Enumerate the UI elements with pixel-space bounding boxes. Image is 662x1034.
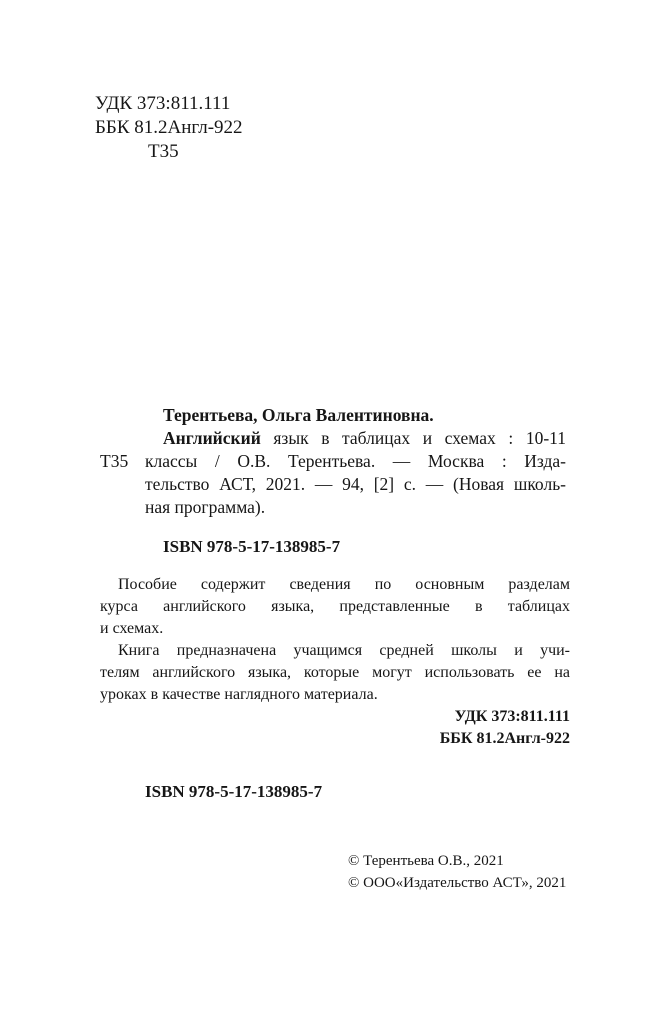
annotation-line: уроках в качестве наглядного материала. bbox=[100, 686, 378, 703]
card-author-line: Терентьева, Ольга Валентиновна. bbox=[163, 405, 434, 425]
udk-top: УДК 373:811.111 bbox=[95, 93, 231, 114]
annotation-line: Книга предназначена учащимся средней школы и учи- bbox=[118, 642, 570, 659]
catalog-card-text bbox=[145, 404, 566, 519]
author-sign-margin: Т35 bbox=[100, 451, 129, 471]
annotation-line: Пособие содержит сведения по основным разделам bbox=[118, 576, 570, 593]
author-sign-top: Т35 bbox=[148, 141, 179, 162]
udk-bottom: УДК 373:811.111 bbox=[454, 708, 570, 725]
annotation-block bbox=[100, 574, 570, 750]
isbn-bottom: ISBN 978-5-17-138985-7 bbox=[145, 782, 323, 801]
top-classification-block bbox=[95, 92, 243, 164]
copyright-author: © Терентьева О.В., 2021 bbox=[348, 853, 504, 869]
card-line: тельство АСТ, 2021. — 94, [2] с. — (Новая школь- bbox=[145, 474, 566, 494]
card-line: классы / О.В. Терентьева. — Москва : Изда- bbox=[145, 451, 566, 471]
card-line: ная программа). bbox=[145, 497, 266, 517]
catalog-card bbox=[100, 404, 566, 519]
annotation-line: курса английского языка, представленные в таблицах bbox=[100, 598, 570, 615]
card-title-rest: язык в таблицах и схемах : 10-11 bbox=[260, 428, 566, 448]
card-title-bold: Английский bbox=[163, 428, 261, 448]
bbk-bottom: ББК 81.2Англ-922 bbox=[439, 730, 570, 747]
card-title-line bbox=[145, 427, 566, 450]
isbn-card: ISBN 978-5-17-138985-7 bbox=[163, 537, 341, 556]
copyright-publisher: © ООО«Издательство АСТ», 2021 bbox=[348, 875, 567, 891]
copyright-block bbox=[348, 850, 566, 894]
bbk-top: ББК 81.2Англ-922 bbox=[95, 117, 243, 138]
annotation-line: телям английского языка, которые могут использовать ее на bbox=[100, 664, 570, 681]
annotation-line: и схемах. bbox=[100, 620, 164, 637]
